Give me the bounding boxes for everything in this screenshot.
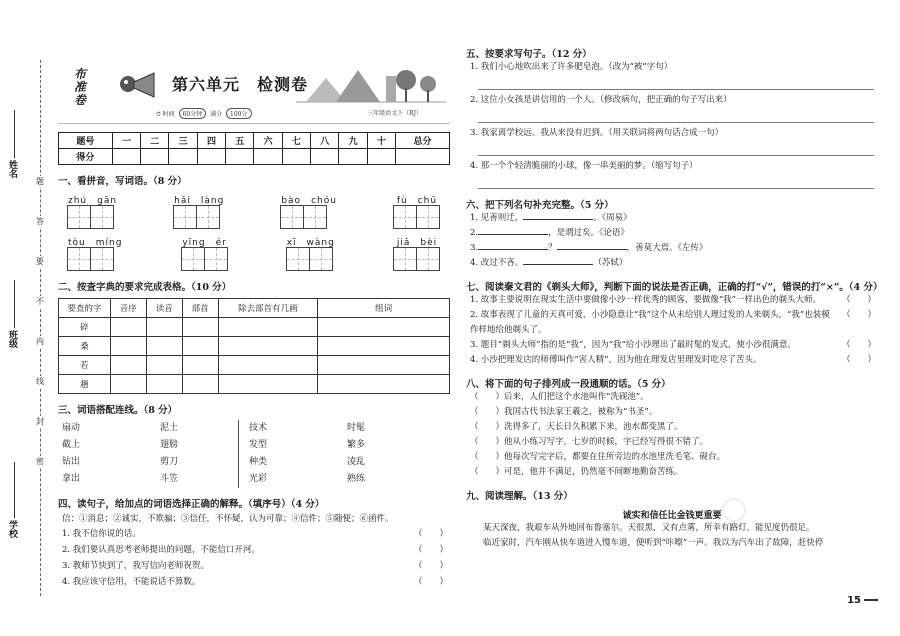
school-field[interactable] [14, 462, 15, 518]
score-header-cell: 五 [226, 133, 254, 149]
score-cell[interactable] [282, 149, 310, 165]
writing-box[interactable] [204, 247, 228, 271]
dict-header-row [59, 299, 450, 318]
question-item [58, 527, 450, 543]
quote-item: 4. 改过不吝。 （苏轼） [470, 258, 628, 268]
writing-grid [281, 205, 337, 229]
dict-char-cell: 桑 [59, 337, 111, 356]
grade-label: 三年级语文下（RJ） [367, 110, 422, 117]
quote-item: 2. ，是谓过矣。《论语》 [470, 228, 629, 238]
cut-line [40, 60, 41, 596]
dict-header-cell: 要查的字 [59, 299, 111, 318]
pinyin-group [287, 235, 335, 271]
section-8-title: 八、将下面的句子排列成一段通顺的话。（5 分） [466, 379, 671, 390]
answer-paren[interactable]: （ ） [413, 561, 448, 571]
answer-line[interactable] [478, 75, 874, 90]
score-header-cell: 一 [112, 133, 140, 149]
answer-blank[interactable] [523, 256, 593, 265]
cut-word: 要 [36, 257, 44, 266]
answer-paren[interactable]: （ ） [413, 545, 448, 555]
match-column-4 [347, 420, 445, 488]
score-header-cell: 八 [311, 133, 339, 149]
page-title: 第六单元 检测卷 [172, 75, 309, 94]
class-field[interactable] [14, 280, 15, 328]
pinyin-text: tòu míng [68, 238, 123, 248]
cut-word: 不 [36, 297, 44, 306]
score-header-cell: 题号 [59, 133, 113, 149]
writing-box[interactable] [393, 247, 417, 271]
dict-answer-cell[interactable] [318, 318, 450, 337]
school-label: 学校 [7, 520, 17, 538]
score-header-cell: 七 [282, 133, 310, 149]
match-word[interactable]: 剪刀 [160, 457, 179, 467]
pinyin-group [394, 193, 440, 229]
score-header-cell: 六 [254, 133, 282, 149]
writing-grid [174, 205, 224, 229]
answer-paren[interactable]: （ ） [413, 577, 448, 587]
writing-box[interactable] [90, 247, 114, 271]
dictionary-table [58, 298, 450, 394]
dict-answer-cell[interactable] [146, 356, 182, 375]
match-word[interactable]: 种类 [249, 457, 268, 467]
score-cell[interactable] [367, 149, 395, 165]
match-word[interactable]: 翅膀 [160, 440, 179, 450]
writing-box[interactable] [196, 205, 220, 229]
order-item[interactable]: （ ）他每次写完字后，都要在住所旁边的水池里洗毛笔、砚台。 [470, 452, 726, 462]
match-word[interactable]: 斗笠 [160, 474, 179, 484]
answer-paren[interactable]: （ ） [841, 355, 876, 365]
question-text: 4. 小沙把理发店的师傅叫作“害人精”，因为他在理发店里理发时吃尽了苦头。 [470, 355, 762, 365]
order-item[interactable]: （ ）可是，他并不满足，仍然毫不间断地勤奋苦练。 [470, 467, 683, 477]
judge-item [466, 293, 878, 308]
definition-options: 信：①消息；②诚实，不欺骗；③信任，不怀疑，认为可靠；④信件；⑤随便；⑥函件。 [62, 514, 394, 524]
dict-row [59, 337, 450, 356]
answer-blank[interactable] [478, 226, 548, 235]
dict-answer-cell[interactable] [110, 375, 146, 394]
score-header-cell: 四 [197, 133, 225, 149]
name-field[interactable] [14, 110, 15, 158]
match-column-2 [160, 420, 258, 488]
dict-answer-cell[interactable] [218, 337, 318, 356]
match-word[interactable]: 泥土 [160, 423, 179, 433]
dict-header-cell: 组词 [318, 299, 450, 318]
writing-grid [394, 247, 440, 271]
match-word[interactable]: 技术 [249, 423, 268, 433]
score-cell[interactable] [141, 149, 169, 165]
dict-answer-cell[interactable] [218, 318, 318, 337]
section-1-title: 一、看拼音，写词语。（8 分） [58, 176, 187, 187]
dict-header-cell: 音序 [110, 299, 146, 318]
writing-box[interactable] [67, 247, 91, 271]
dict-answer-cell[interactable] [318, 337, 450, 356]
writing-grid [287, 247, 335, 271]
quote-item: 3. ？ ，善莫大焉。《左传》 [470, 243, 708, 253]
dict-answer-cell[interactable] [110, 356, 146, 375]
dict-answer-cell[interactable] [110, 337, 146, 356]
section-5-items [466, 60, 878, 189]
question-text: 3. 教师节快到了，我写信向老师祝贺。 [62, 561, 209, 571]
judge-item [466, 338, 878, 353]
dict-char-cell: 若 [59, 356, 111, 375]
answer-paren[interactable]: （ ） [841, 310, 876, 320]
pinyin-group [182, 235, 228, 271]
question-item: 4. 那一个个轻清脆丽的小球，像一串美丽的梦。（缩写句子） [470, 161, 698, 171]
judge-item [466, 308, 878, 338]
writing-grid [394, 205, 440, 229]
writing-box[interactable] [416, 247, 440, 271]
dict-answer-cell[interactable] [146, 337, 182, 356]
exam-meta: ⏱ 时间 60分钟 满分 100分 [156, 108, 254, 119]
score-value-row [59, 149, 450, 165]
name-label: 姓名 [7, 160, 17, 178]
pinyin-text: zhú gān [68, 196, 118, 206]
dict-answer-cell[interactable] [182, 356, 218, 375]
pinyin-row [58, 193, 450, 229]
match-word[interactable]: 钻出 [62, 457, 81, 467]
dict-answer-cell[interactable] [318, 356, 450, 375]
cut-word: 密 [36, 457, 44, 466]
section-4-title: 四、读句子，给加点的词语选择正确的解释。（填序号）（4 分） [58, 499, 325, 510]
writing-box[interactable] [303, 205, 327, 229]
cut-word: 线 [36, 377, 44, 386]
score-header-cell: 十 [367, 133, 395, 149]
score-cell[interactable] [112, 149, 140, 165]
dict-answer-cell[interactable] [110, 318, 146, 337]
pinyin-text: fù chū [396, 196, 438, 206]
judge-item [466, 353, 878, 368]
cut-word: 题 [36, 177, 44, 186]
match-word[interactable]: 发型 [249, 440, 268, 450]
writing-box[interactable] [286, 247, 310, 271]
answer-blank[interactable] [557, 241, 627, 250]
writing-box[interactable] [173, 205, 197, 229]
dict-answer-cell[interactable] [318, 375, 450, 394]
question-item [58, 559, 450, 575]
pinyin-row [58, 235, 450, 271]
answer-paren[interactable]: （ ） [841, 295, 876, 305]
scenery-illustration [296, 58, 446, 104]
score-cell[interactable] [254, 149, 282, 165]
question-item: 3. 我家离学校远。我从来没有迟到。（用关联词将两句话合成一句） [470, 128, 724, 138]
cut-word: 封 [36, 417, 44, 426]
dict-answer-cell[interactable] [146, 375, 182, 394]
section-3-title: 三、词语搭配连线。（8 分） [58, 405, 178, 416]
pinyin-text: hǎi làng [174, 196, 225, 206]
article-paragraph: 临近家时，汽车刚从快车道进入慢车道，便听到“咔嚓”一声。我以为汽车出了故障，赶快停 [483, 538, 824, 548]
dict-row [59, 375, 450, 394]
writing-grid [68, 205, 117, 229]
pinyin-text: bào chóu [281, 196, 337, 206]
dict-answer-cell[interactable] [218, 356, 318, 375]
article-title: 诚实和信任比金钱更重要 [622, 511, 722, 521]
dict-char-cell: 碎 [59, 318, 111, 337]
answer-blank[interactable] [523, 211, 593, 220]
section-7-title: 七、阅读秦文君的《剃头大师》，判断下面的说法是否正确，正确的打“√”，错误的打“×”。（4 分） [466, 282, 883, 293]
pinyin-text: xī wàng [286, 238, 335, 248]
dict-header-cell: 除去部首有几画 [218, 299, 318, 318]
answer-paren[interactable]: （ ） [841, 340, 876, 350]
question-text: 4. 我应该守信用，不能说话不算数。 [62, 577, 201, 587]
dict-answer-cell[interactable] [218, 375, 318, 394]
match-word[interactable]: 截上 [62, 440, 81, 450]
dict-header-cell: 读音 [146, 299, 182, 318]
section-7-items [466, 293, 878, 368]
score-header-row [59, 133, 450, 149]
section-8-items [466, 390, 878, 480]
question-text: 2. 我们要认真思考老师提出的问题，不能信口开河。 [62, 545, 260, 555]
dict-row [59, 356, 450, 375]
pinyin-area [58, 193, 450, 271]
section-6-title: 六、把下列名句补充完整。（5 分） [466, 200, 614, 211]
left-column [58, 50, 450, 591]
section-5-title: 五、按要求写句子。（12 分） [466, 49, 592, 60]
match-column-3 [249, 420, 347, 488]
score-header-cell: 二 [141, 133, 169, 149]
match-word[interactable]: 熟练 [347, 474, 366, 484]
question-item: 1. 我们小心地吹出来了许多肥皂泡。（改为“被”字句） [470, 62, 673, 72]
match-word[interactable]: 光彩 [249, 474, 268, 484]
score-cell[interactable] [311, 149, 339, 165]
pinyin-text: yīng ér [182, 238, 227, 248]
order-item[interactable]: （ ）我国古代书法家王羲之，被称为“书圣”。 [470, 407, 658, 417]
score-header-cell: 三 [169, 133, 197, 149]
score-cell[interactable] [169, 149, 197, 165]
dict-row [59, 318, 450, 337]
question-text: 3. 题目“剃头大师”指的是“我”，因为“我”给小沙理出了最时髦的发式，使小沙很满意。 [470, 340, 796, 350]
dict-answer-cell[interactable] [182, 337, 218, 356]
cut-word: 答 [36, 217, 44, 226]
match-divider [238, 420, 239, 488]
cut-word: 内 [36, 337, 44, 346]
pinyin-group [174, 193, 224, 229]
question-text: 2. 故事表现了儿童的天真可爱，小沙隐意让“我”这个从未给别人理过发的人来剃头，“我”也装模作样地给他剃头了。 [470, 310, 830, 335]
match-word[interactable]: 时髦 [347, 423, 366, 433]
score-cell[interactable] [226, 149, 254, 165]
matching-area [58, 420, 450, 488]
writing-box[interactable] [416, 205, 440, 229]
pinyin-group [281, 193, 337, 229]
writing-grid [68, 247, 122, 271]
pinyin-text: jiǎ bèi [396, 238, 438, 248]
question-item: 2. 这位小女孩是讲信用的一个人。（修改病句，把正确的句子写出来） [470, 95, 732, 105]
match-word[interactable]: 凌乱 [347, 457, 366, 467]
dict-answer-cell[interactable] [182, 375, 218, 394]
score-cell[interactable] [339, 149, 367, 165]
dict-answer-cell[interactable] [182, 318, 218, 337]
page-number: 15 [847, 595, 878, 606]
section-4-items [58, 527, 450, 591]
dict-answer-cell[interactable] [146, 318, 182, 337]
order-item[interactable]: （ ）后来，人们把这个水池叫作“洗砚池”。 [470, 392, 649, 402]
writing-box[interactable] [309, 247, 333, 271]
binding-margin [0, 0, 52, 636]
writing-box[interactable] [67, 205, 91, 229]
match-word[interactable]: 扇动 [62, 423, 81, 433]
score-cell[interactable] [396, 149, 450, 165]
article-body [466, 521, 878, 551]
writing-grid [182, 247, 228, 271]
writing-box[interactable] [90, 205, 114, 229]
match-column-1 [62, 420, 160, 488]
right-column [466, 46, 883, 551]
score-cell[interactable] [197, 149, 225, 165]
writing-box[interactable] [393, 205, 417, 229]
answer-line[interactable] [478, 174, 874, 189]
question-text: 1. 故事主要说明在现实生活中要做像小沙一样优秀的顾客，要做像“我”一样出色的剃头大师。 [470, 295, 822, 305]
pinyin-group [394, 235, 440, 271]
exam-header [58, 50, 450, 124]
score-header-cell: 总分 [396, 133, 450, 149]
score-header-cell: 九 [339, 133, 367, 149]
order-item[interactable]: （ ）洗得多了，天长日久积累下来，池水都变黑了。 [470, 422, 683, 432]
quote-item: 1. 见善则迁， 。《周易》 [470, 213, 632, 223]
brand-logo: 布 准 卷 [74, 67, 87, 107]
writing-box[interactable] [280, 205, 304, 229]
class-label: 班级 [7, 330, 17, 348]
section-9-title: 九、阅读理解。（13 分） [466, 491, 573, 502]
score-label-cell: 得分 [59, 149, 113, 165]
answer-line[interactable] [478, 108, 874, 123]
megaphone-icon [118, 70, 158, 100]
section-2-title: 二、按查字典的要求完成表格。（10 分） [58, 282, 232, 293]
question-item [58, 543, 450, 559]
answer-line[interactable] [478, 141, 874, 156]
article-paragraph: 某天深夜，我艰车从外地回布鲁塞尔。天很黑，又有点雾，所幸有路灯，能见度仍很足。 [483, 523, 815, 533]
dict-char-cell: 趟 [59, 375, 111, 394]
answer-paren[interactable]: （ ） [413, 529, 448, 539]
writing-box[interactable] [181, 247, 205, 271]
match-word[interactable]: 拿出 [62, 474, 81, 484]
pinyin-group [68, 193, 117, 229]
watermark [722, 498, 746, 522]
dict-header-cell: 部首 [182, 299, 218, 318]
question-text: 1. 我不信你说的话。 [62, 529, 141, 539]
match-word[interactable]: 繁多 [347, 440, 366, 450]
answer-blank[interactable] [478, 241, 548, 250]
score-table [58, 132, 450, 165]
question-item [58, 575, 450, 591]
time-icon: ⏱ [156, 111, 161, 118]
order-item[interactable]: （ ）他从小练习写字，七岁的时候，字已经写得很不错了。 [470, 437, 709, 447]
pinyin-group [68, 235, 122, 271]
